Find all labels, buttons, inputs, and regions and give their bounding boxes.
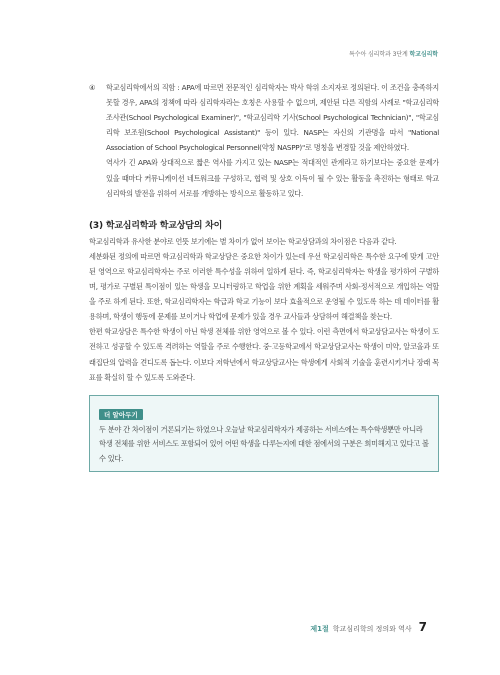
item-paragraph-1: 학교심리학에서의 직함 : APA에 따르면 전문적인 심리학자는 박사 학위 소지자로 정의된다. 이 조건을 충족하지 못할 경우, APA의 정책에 따라 심리학자라는 호칭은 사용할 수 없으며, 제안된 다른 직함의 사례로 "학교심리학 조사관(School Psychological Examiner)", "학교심리학 기사(School Psychological Technician)", "학교심리학 보조원(School Psychological Assistant)" 등이 있다. NASP는 자신의 기관명을 따서 "National Association of School Psychological Personnel(약칭 NASPP)"로 명칭을 변경할 것을 제안하였다.	[106, 83, 439, 153]
item-body	[106, 80, 439, 201]
numbered-item	[89, 80, 439, 201]
page-number: 7	[418, 620, 427, 634]
note-tag: 더 알아두기	[99, 409, 143, 420]
section-paragraph-2: 세분화된 정의에 따르면 학교심리학과 학교상담은 중요한 차이가 있는데 우선 학교심리학은 특수한 요구에 맞게 고안된 영역으로 학교심리학자는 주로 이러한 특수성을 위하여 일하게 된다. 즉, 학교심리학자는 학생을 평가하여 구별하며, 평가로 구별된 특이점이 있는 학생을 모니터링하고 학업을 위한 계획을 세워주며 사회-정서적으로 개입하는 역할을 주로 하게 된다. 또한, 학교심리학자는 학급과 학교 기능이 보다 효율적으로 운영될 수 있도록 하는 데 데이터를 활용하며, 학생이 행동에 문제를 보이거나 학업에 문제가 있을 경우 교사들과 상담하여 해결책을 찾는다.	[89, 251, 439, 322]
section-heading: (3) 학교심리학과 학교상담의 차이	[89, 220, 223, 231]
item-paragraph-2: 역사가 긴 APA와 상대적으로 짧은 역사를 가지고 있는 NASP는 적대적인 관계라고 하기보다는 중요한 문제가 있을 때마다 커뮤니케이션 네트워크를 구성하고, 협력 및 상호 이득이 될 수 있는 활동을 촉진하는 형태로 학교심리학의 발전을 위하여 서로를 개방하는 방식으로 활동하고 있다.	[106, 158, 439, 198]
section-paragraph-3: 한편 학교상담은 특수한 학생이 아닌 학생 전체를 위한 영역으로 볼 수 있다. 이런 측면에서 학교상담교사는 학생이 도전하고 성공할 수 있도록 격려하는 역할을 주로 수행한다. 중·고등학교에서 학교상담교사는 학생이 미약, 알코올과 또래집단의 압력을 견디도록 돕는다. 이보다 저학년에서 학교상담교사는 학생에게 사회적 기술을 훈련시키거나 장래 목표를 확실히 할 수 있도록 도와준다.	[89, 327, 439, 382]
header-chapter-label: 특수아 심리학과 3단계	[349, 51, 408, 58]
item-number: ④	[89, 83, 96, 92]
note-text: 두 분야 간 차이점이 거론되기는 하였으나 오늘날 학교심리학자가 제공하는 서비스에는 특수학생뿐만 아니라 학생 전체를 위한 서비스도 포함되어 있어 어떤 학생을 다루는지에 대한 점에서의 구분은 희미해지고 있다고 볼 수 있다.	[99, 424, 429, 463]
main-content	[89, 80, 439, 472]
section-paragraph-1: 학교심리학과 유사한 분야로 언뜻 보기에는 별 차이가 없어 보이는 학교상담과의 차이점은 다음과 같다.	[89, 236, 397, 246]
page-footer	[310, 620, 427, 634]
running-header	[349, 49, 438, 58]
footer-title: 학교심리학의 정의와 역사	[332, 625, 412, 633]
footer-chapter: 제1절	[310, 625, 329, 633]
note-box	[89, 395, 439, 473]
header-section-label: 학교심리학	[409, 51, 438, 58]
